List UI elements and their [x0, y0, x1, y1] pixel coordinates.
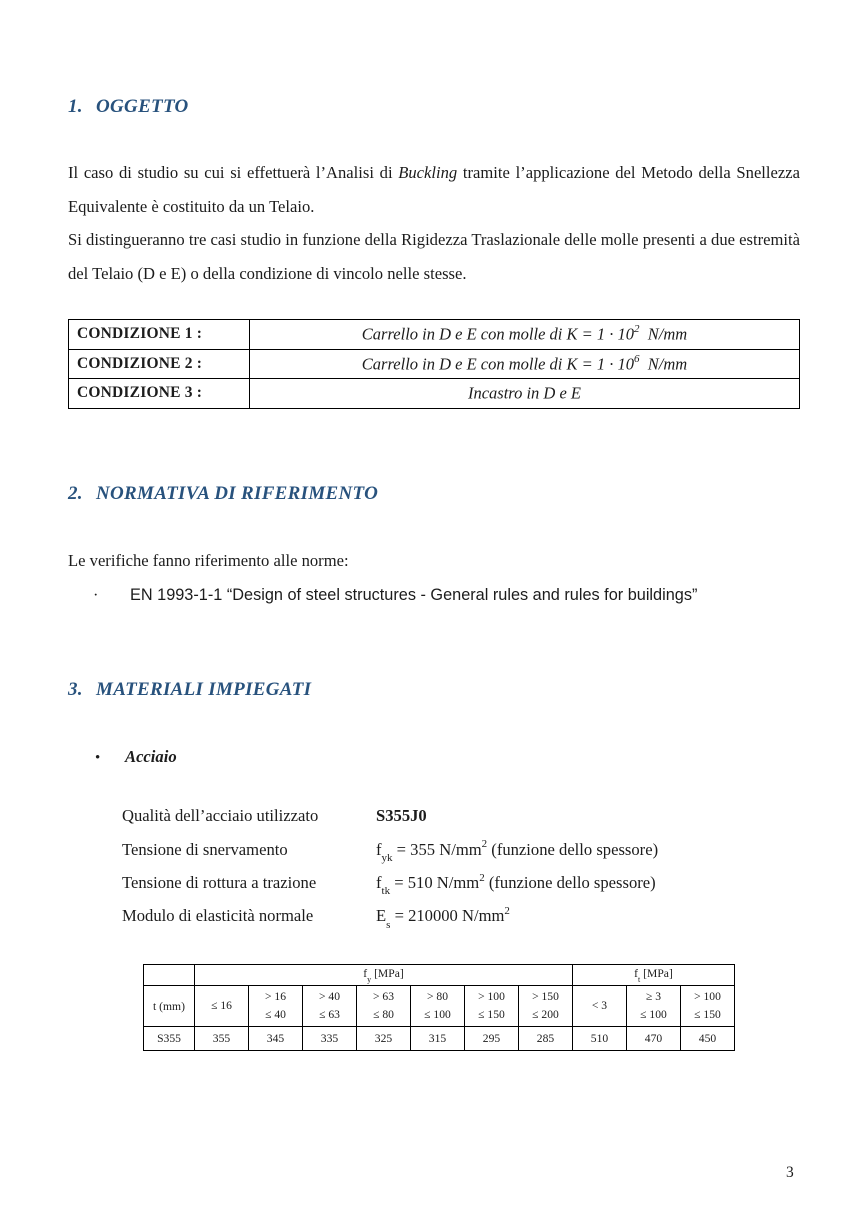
material-bullet-item [95, 747, 177, 767]
paragraph-1 [68, 156, 800, 223]
conditions-table [68, 319, 800, 409]
material-name: Acciaio [125, 747, 177, 766]
property-value: $f_{tk} = 510$ $N/mm^2$ (funzione dello spessore) [376, 871, 656, 898]
condition-2-value-text: Carrello in D e E con molle di K = 1 · 10 [361, 354, 635, 373]
property-row [122, 873, 658, 906]
fy-value-cell: 295 [465, 1027, 519, 1051]
steel-properties-list [122, 806, 658, 939]
group-header-row [144, 965, 735, 986]
corner-cell [144, 965, 195, 986]
condition-2-label: CONDIZIONE 2 : [69, 349, 250, 379]
section-1-number: 1. [68, 96, 83, 117]
section-1-title: OGGETTO [96, 96, 189, 117]
fy-value-cell: 335 [303, 1027, 357, 1051]
ft-range-cell: ≥ 3 ≤ 100 [627, 986, 681, 1027]
dot-bullet-icon: · [93, 585, 99, 604]
paragraph-2: Si distingueranno tre casi studio in funzione della Rigidezza Traslazionale delle molle presenti a due estremità del Telaio (D e E) o della condizione di vincolo nelle stesse. [68, 230, 800, 283]
page-number: 3 [786, 1164, 794, 1181]
property-row [122, 839, 658, 872]
buckling-italic-term: Buckling [398, 163, 458, 182]
fy-range-cell: > 16 ≤ 40 [249, 986, 303, 1027]
ft-range-cell: > 100 ≤ 150 [681, 986, 735, 1027]
steel-grade-table [143, 964, 735, 1051]
condition-2-exponent: 6 [634, 352, 640, 365]
ft-group-header: $f_t$ [MPa] [573, 965, 735, 986]
section-2-number: 2. [68, 483, 83, 504]
norm-reference-text: EN 1993-1-1 “Design of steel structures - General rules and rules for buildings” [130, 586, 698, 604]
property-label: Qualità dell’acciaio utilizzato [122, 806, 319, 825]
fy-range-cell: ≤ 16 [195, 986, 249, 1027]
fy-range-cell: > 63 ≤ 80 [357, 986, 411, 1027]
fy-range-cell: > 150 ≤ 200 [519, 986, 573, 1027]
condition-row-1 [69, 320, 800, 350]
condition-3-label: CONDIZIONE 3 : [69, 379, 250, 409]
condition-1-exponent: 2 [634, 323, 640, 335]
property-label: Tensione di rottura a trazione [122, 873, 317, 893]
fy-value-cell: 355 [195, 1027, 249, 1051]
condition-1-value [250, 320, 800, 350]
condition-row-3 [69, 379, 800, 409]
thickness-header-cell: t (mm) [144, 986, 195, 1027]
fy-value-cell: 325 [357, 1027, 411, 1051]
property-value: S355J0 [376, 806, 427, 825]
property-label: Tensione di snervamento [122, 839, 288, 859]
fy-range-cell: > 100 ≤ 150 [465, 986, 519, 1027]
fy-value-cell: 345 [249, 1027, 303, 1051]
norm-reference-item [93, 585, 697, 605]
grade-cell: S355 [144, 1027, 195, 1051]
section-3-title: MATERIALI IMPIEGATI [96, 679, 312, 700]
ft-range-cell: < 3 [573, 986, 627, 1027]
condition-3-value-text: Incastro in D e E [467, 383, 582, 403]
section-3-number: 3. [68, 679, 83, 700]
section-2-heading [68, 483, 378, 505]
disc-bullet-icon: • [95, 750, 101, 766]
condition-1-unit: N/mm [639, 324, 688, 344]
ft-value-cell: 450 [681, 1027, 735, 1051]
fy-group-header: $f_y$ [MPa] [195, 965, 573, 986]
condition-2-unit: N/mm [639, 354, 688, 373]
section-1-heading [68, 96, 189, 118]
ft-value-cell: 470 [627, 1027, 681, 1051]
property-label: Modulo di elasticità normale [122, 906, 314, 926]
condition-1-label: CONDIZIONE 1 : [69, 320, 250, 350]
ft-value-cell: 510 [573, 1027, 627, 1051]
paragraph-1-text: Il caso di studio su cui si effettuerà l’Analisi di [68, 163, 399, 182]
fy-range-cell: > 80 ≤ 100 [411, 986, 465, 1027]
values-row [144, 1027, 735, 1051]
condition-3-value [250, 379, 800, 409]
condition-2-value [250, 349, 800, 379]
fy-value-cell: 315 [411, 1027, 465, 1051]
fy-value-cell: 285 [519, 1027, 573, 1051]
fy-range-cell: > 40 ≤ 63 [303, 986, 357, 1027]
property-row [122, 906, 658, 939]
section-2-title: NORMATIVA DI RIFERIMENTO [96, 483, 379, 504]
norms-intro: Le verifiche fanno riferimento alle norme: [68, 551, 349, 570]
section-3-heading [68, 679, 311, 701]
paragraph-1-text-cont: tramite l’applicazione del Metodo della Snellezza Equivalente è costituito da un Telaio. [68, 163, 800, 216]
property-value: $f_{yk} = 355$ $N/mm^2$ (funzione dello spessore) [376, 838, 659, 865]
range-header-row [144, 986, 735, 1027]
condition-1-value-text: Carrello in D e E con molle di K = 1 · 10 [361, 324, 635, 344]
property-value: $E_s = 210000$ $N/mm^2$ [376, 904, 510, 931]
property-row [122, 806, 658, 839]
section-1-body [68, 156, 800, 290]
condition-row-2 [69, 349, 800, 379]
